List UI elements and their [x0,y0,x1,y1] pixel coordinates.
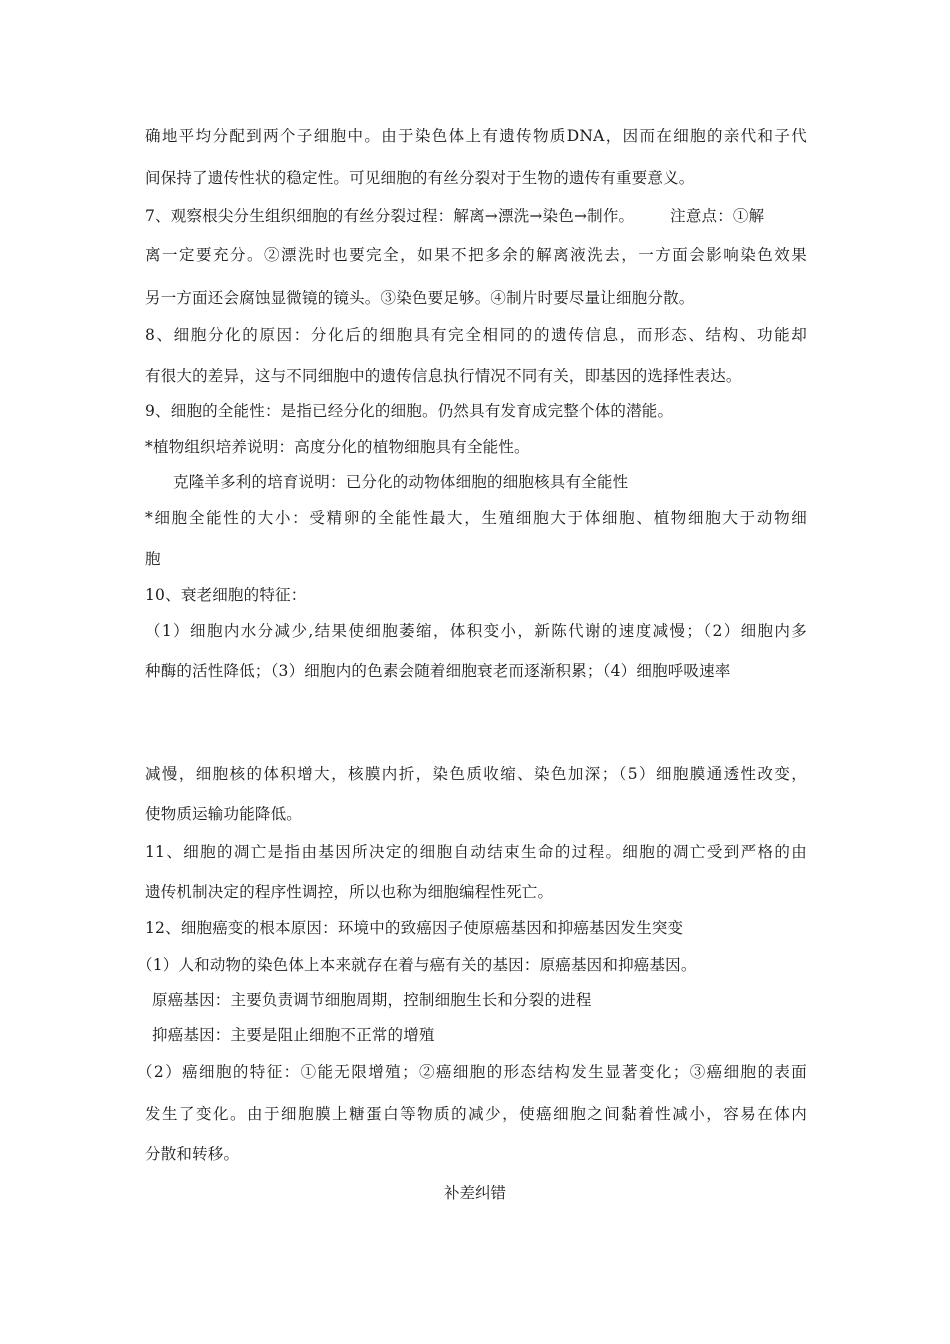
text-line: 离一定要充分。②漂洗时也要完全，如果不把多余的解离液洗去，一方面会影响染色效果 [145,246,807,264]
text-line: *细胞全能性的大小：受精卵的全能性最大，生殖细胞大于体细胞、植物细胞大于动物细 [145,509,807,527]
text-line: *植物组织培养说明：高度分化的植物细胞具有全能性。 [145,438,530,456]
text-line: 抑癌基因：主要是阻止细胞不正常的增殖 [152,1026,435,1044]
text-line: （2）癌细胞的特征：①能无限增殖；②癌细胞的形态结构发生显著变化；③癌细胞的表面 [137,1063,807,1081]
text-line: 克隆羊多利的培育说明：已分化的动物体细胞的细胞核具有全能性 [173,473,629,491]
text-line: 9、细胞的全能性：是指已经分化的细胞。仍然具有发育成完整个体的潜能。 [145,402,674,420]
text-line: （1）细胞内水分减少,结果使细胞萎缩，体积变小，新陈代谢的速度减慢；（2）细胞内多 [145,622,807,640]
text-line: 7、观察根尖分生组织细胞的有丝分裂过程：解离→漂洗→染色→制作。 注意点：①解 [145,207,765,225]
text-line: 间保持了遗传性状的稳定性。可见细胞的有丝分裂对于生物的遗传有重要意义。 [145,169,695,187]
text-line: 确地平均分配到两个子细胞中。由于染色体上有遗传物质DNA，因而在细胞的亲代和子代 [145,127,807,145]
text-line: 发生了变化。由于细胞膜上糖蛋白等物质的减少，使癌细胞之间黏着性减小，容易在体内 [145,1105,807,1123]
text-line: 另一方面还会腐蚀显微镜的镜头。③染色要足够。④制片时要尽量让细胞分散。 [145,289,695,307]
text-line: 减慢，细胞核的体积增大，核膜内折，染色质收缩、染色加深；（5）细胞膜通透性改变， [145,765,807,783]
text-line: 有很大的差异，这与不同细胞中的遗传信息执行情况不同有关，即基因的选择性表达。 [145,367,742,385]
text-line: 胞 [145,550,161,568]
text-line: 10、衰老细胞的特征： [145,586,307,604]
text-line: 遗传机制决定的程序性调控，所以也称为细胞编程性死亡。 [145,883,554,901]
text-line: 使物质运输功能降低。 [145,805,303,823]
text-line: 种酶的活性降低；（3）细胞内的色素会随着细胞衰老而逐渐积累；（4）细胞呼吸速率 [145,662,731,680]
text-line: 原癌基因：主要负责调节细胞周期，控制细胞生长和分裂的进程 [152,991,592,1009]
text-line: 8、细胞分化的原因：分化后的细胞具有完全相同的的遗传信息，而形态、结构、功能却 [145,326,807,344]
text-line: 11、细胞的凋亡是指由基因所决定的细胞自动结束生命的过程。细胞的凋亡受到严格的由 [145,843,807,861]
text-line: 12、细胞癌变的根本原因：环境中的致癌因子使原癌基因和抑癌基因发生突变 [145,919,684,937]
section-title: 补差纠错 [443,1184,506,1202]
text-line: （1）人和动物的染色体上本来就存在着与癌有关的基因：原癌基因和抑癌基因。 [137,956,697,974]
text-line: 分散和转移。 [145,1145,240,1163]
